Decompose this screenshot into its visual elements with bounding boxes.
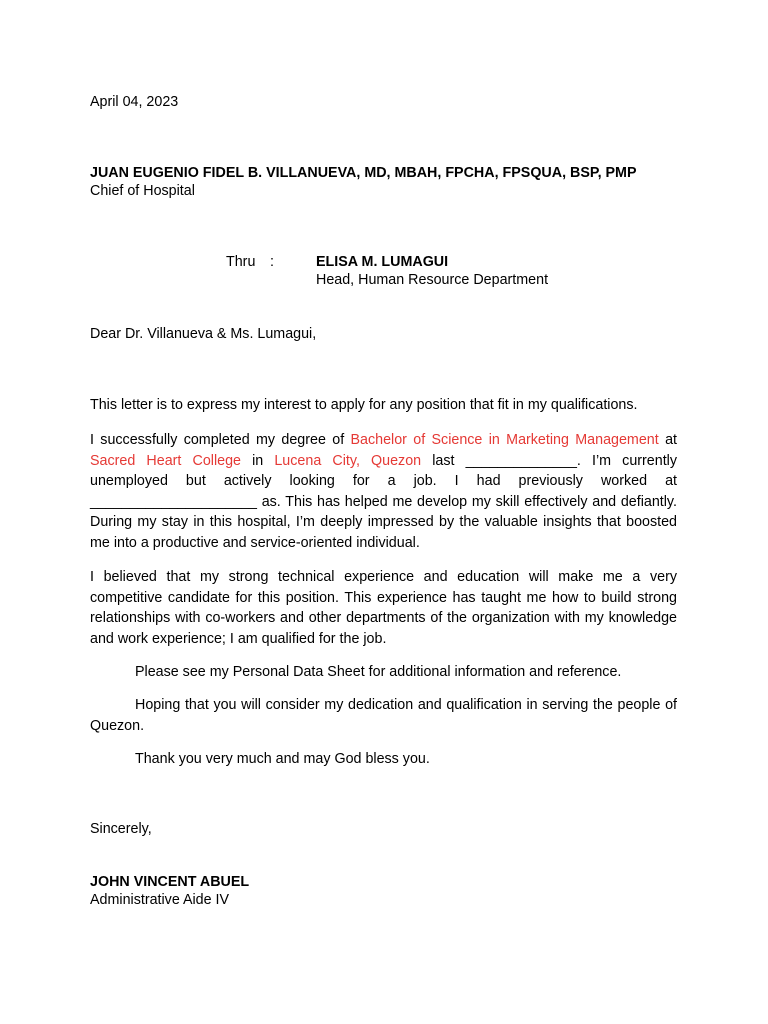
school-highlight: Sacred Heart College (90, 452, 241, 469)
hoping-paragraph: Hoping that you will consider my dedication and qualification in serving the people of Quezon. (90, 697, 677, 734)
p2-text-3: in (240, 452, 275, 469)
letter-date: April 04, 2023 (90, 94, 179, 110)
signatory-name: JOHN VINCENT ABUEL (90, 874, 250, 890)
thru-label: Thru (226, 254, 256, 270)
signatory-title: Administrative Aide IV (90, 892, 230, 908)
thru-title: Head, Human Resource Department (316, 272, 549, 288)
closing: Sincerely, (90, 821, 152, 837)
thru-name: ELISA M. LUMAGUI (316, 254, 449, 270)
recipient-title: Chief of Hospital (90, 183, 195, 199)
recipient-name: JUAN EUGENIO FIDEL B. VILLANUEVA, MD, MBAH, FPCHA, FPSQUA, BSP, PMP (90, 165, 637, 181)
experience-paragraph: I believed that my strong technical experience and education will make me a very competitive candidate for this position. This experience has taught me how to build strong relationships with co-workers and other departments of the organization with my knowledge and work experience; I am qualified for the job. (90, 569, 677, 647)
data-sheet-paragraph: Please see my Personal Data Sheet for additional information and reference. (135, 664, 622, 680)
thanks-paragraph: Thank you very much and may God bless you. (135, 751, 430, 767)
degree-highlight: Bachelor of Science in Marketing Management (350, 432, 659, 448)
salutation: Dear Dr. Villanueva & Ms. Lumagui, (90, 326, 317, 342)
p2-text-1: I successfully completed my degree of (90, 432, 351, 448)
p2-text-4: last ______________. I’m currently unemployed but actively looking for a job. I had previously worked at _____________________ as. This has helped me develop my skill effectively and defiantly. During my stay in this hospital, I’m deeply impressed by the valuable insights that boosted me into a productive and service-oriented individual. (90, 452, 677, 551)
location-highlight: Lucena City, Quezon (274, 452, 422, 469)
education-paragraph (90, 430, 677, 553)
p2-text-2: at (658, 432, 677, 448)
thru-colon: : (270, 254, 274, 270)
intro-paragraph: This letter is to express my interest to apply for any position that fit in my qualifications. (90, 397, 638, 413)
